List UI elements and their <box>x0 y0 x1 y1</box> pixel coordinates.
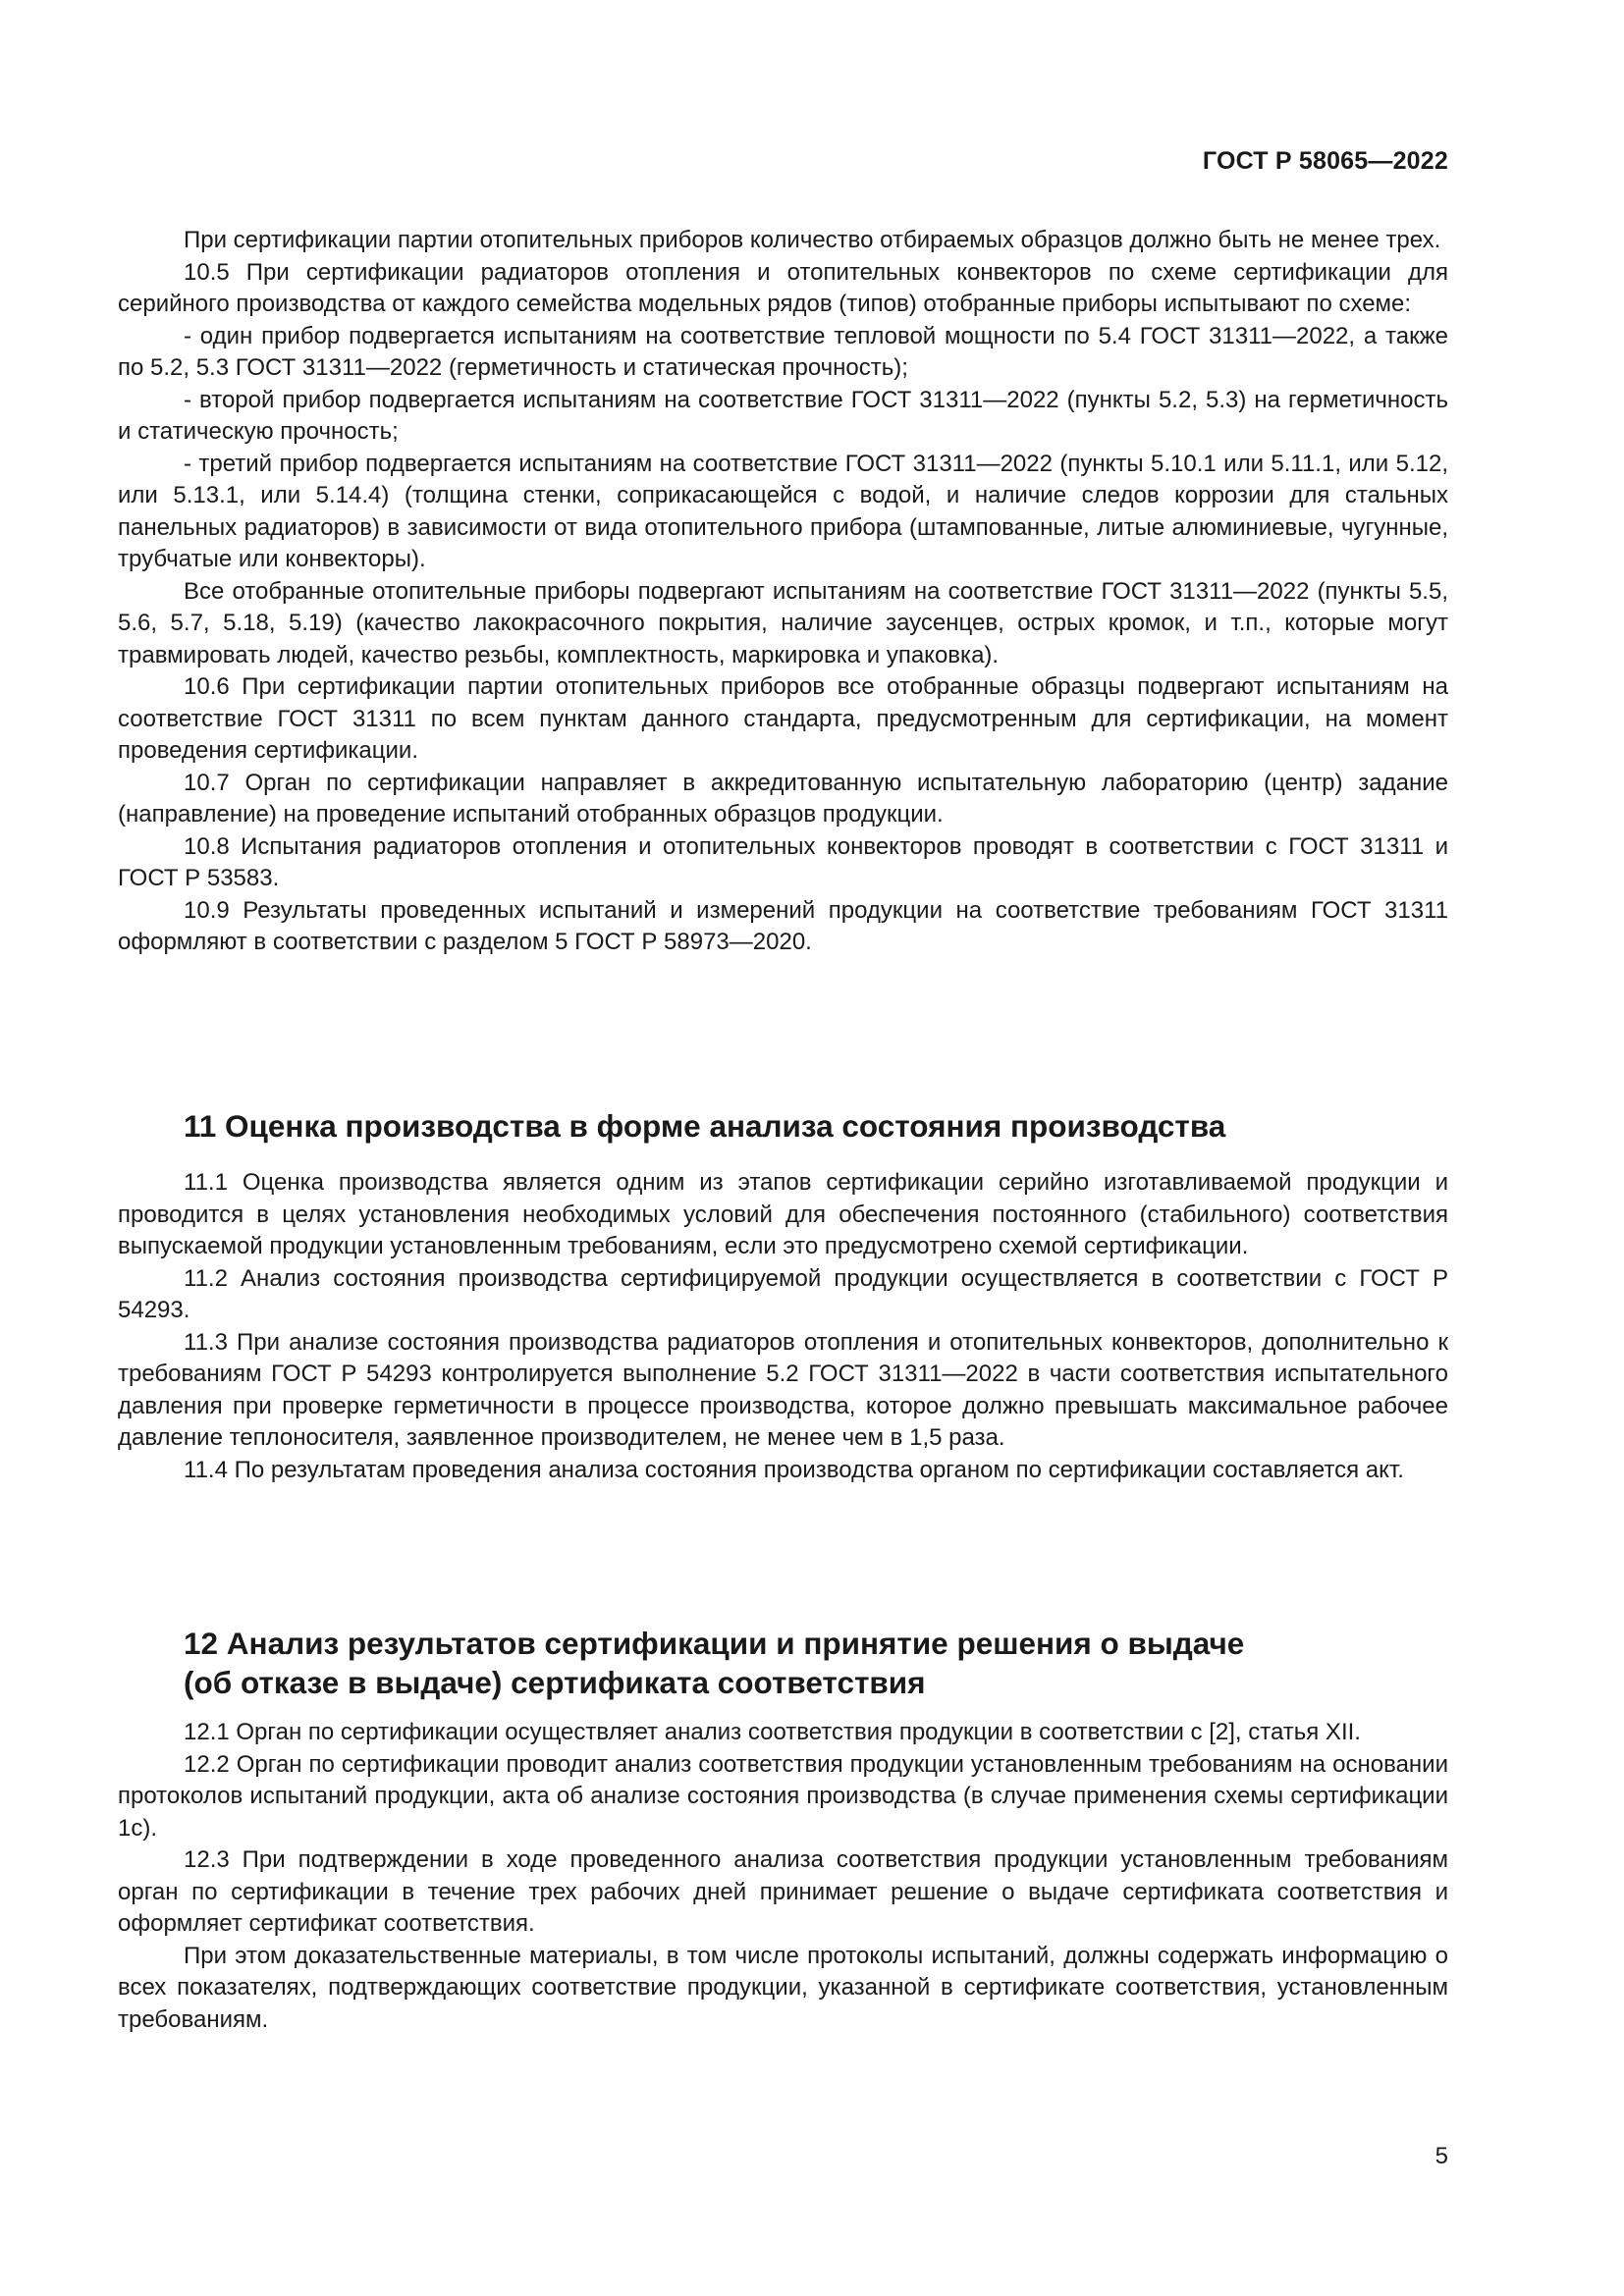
paragraph: 10.8 Испытания радиаторов отопления и отопительных конвекторов проводят в соответствии с ГОСТ 31311 и ГОСТ Р 53583. <box>118 832 1448 891</box>
paragraph: - второй прибор подвергается испытаниям на соответствие ГОСТ 31311—2022 (пункты 5.2, 5.3) на герметичность и статическую прочность; <box>118 386 1448 445</box>
page-number: 5 <box>1435 2143 1448 2169</box>
paragraph: При сертификации партии отопительных приборов количество отбираемых образцов должно быть не менее трех. <box>184 227 1441 253</box>
paragraph: 11.2 Анализ состояния производства сертифицируемой продукции осуществляется в соответствии с ГОСТ Р 54293. <box>118 1264 1448 1323</box>
section-10-continuation <box>118 225 1448 959</box>
section-12-body <box>118 1717 1448 2036</box>
paragraph: - третий прибор подвергается испытаниям на соответствие ГОСТ 31311—2022 (пункты 5.10.1 или 5.11.1, или 5.12, или 5.13.1, или 5.14.4) (толщина стенки, соприкасающейся с водой, и наличие следов коррозии для стальных панельных радиаторов) в зависимости от вида отопительного прибора (штампованные, литые алюминиевые, чугунные, трубчатые или конвекторы). <box>118 450 1448 572</box>
paragraph: Все отобранные отопительные приборы подвергают испытаниям на соответствие ГОСТ 31311—2022 (пункты 5.5, 5.6, 5.7, 5.18, 5.19) (качество лакокрасочного покрытия, наличие заусенцев, острых кромок, и т.п., которые могут травмировать людей, качество резьбы, комплектность, маркировка и упаковка). <box>118 577 1448 668</box>
paragraph: При этом доказательственные материалы, в том числе протоколы испытаний, должны содержать информацию о всех показателях, подтверждающих соответствие продукции, указанной в сертификате соответствия, установленным требованиям. <box>118 1942 1448 2033</box>
section-12-heading-line-1: 12 Анализ результатов сертификации и принятие решения о выдаче <box>184 1626 1245 1661</box>
paragraph: 10.6 При сертификации партии отопительных приборов все отобранные образцы подвергают испытаниям на соответствие ГОСТ 31311 по всем пунктам данного стандарта, предусмотренным для сертификации, на момент проведения сертификации. <box>118 673 1448 764</box>
paragraph: 12.2 Орган по сертификации проводит анализ соответствия продукции установленным требованиям на основании протоколов испытаний продукции, акта об анализе состояния производства (в случае применения схемы сертификации 1с). <box>118 1750 1448 1842</box>
paragraph: - один прибор подвергается испытаниям на соответствие тепловой мощности по 5.4 ГОСТ 31311—2022, а также по 5.2, 5.3 ГОСТ 31311—2022 (герметичность и статическая прочность); <box>118 322 1448 381</box>
section-12-heading-line-2: (об отказе в выдаче) сертификата соответствия <box>184 1665 926 1700</box>
section-12-heading <box>184 1624 1440 1702</box>
section-11-body <box>118 1167 1448 1486</box>
paragraph: 10.9 Результаты проведенных испытаний и измерений продукции на соответствие требованиям ГОСТ 31311 оформляют в соответствии с разделом 5 ГОСТ Р 58973—2020. <box>118 896 1448 955</box>
paragraph: 10.5 При сертификации радиаторов отопления и отопительных конвекторов по схеме сертификации для серийного производства от каждого семейства модельных рядов (типов) отобранные приборы испытывают по схеме: <box>118 258 1448 317</box>
document-page <box>118 0 1448 2296</box>
paragraph: 11.3 При анализе состояния производства радиаторов отопления и отопительных конвекторов, дополнительно к требованиям ГОСТ Р 54293 контролируется выполнение 5.2 ГОСТ 31311—2022 в части соответствия испытательного давления при проверке герметичности в процессе производства, которое должно превышать максимальное рабочее давление теплоносителя, заявленное производителем, не менее чем в 1,5 раза. <box>118 1328 1448 1451</box>
paragraph: 11.1 Оценка производства является одним из этапов сертификации серийно изготавливаемой продукции и проводится в целях установления необходимых условий для обеспечения постоянного (стабильного) соответствия выпускаемой продукции установленным требованиям, если это предусмотрено схемой сертификации. <box>118 1169 1448 1259</box>
paragraph: 10.7 Орган по сертификации направляет в аккредитованную испытательную лабораторию (центр) задание (направление) на проведение испытаний отобранных образцов продукции. <box>118 769 1448 828</box>
paragraph: 12.3 При подтверждении в ходе проведенного анализа соответствия продукции установленным требованиям орган по сертификации в течение трех рабочих дней принимает решение о выдаче сертификата соответствия и оформляет сертификат соответствия. <box>118 1846 1448 1937</box>
section-11-heading: 11 Оценка производства в форме анализа состояния производства <box>184 1108 1226 1144</box>
paragraph: 11.4 По результатам проведения анализа состояния производства органом по сертификации составляется акт. <box>184 1456 1404 1483</box>
document-code: ГОСТ Р 58065—2022 <box>1202 147 1448 175</box>
paragraph: 12.1 Орган по сертификации осуществляет анализ соответствия продукции в соответствии с [2], статья XII. <box>184 1719 1361 1745</box>
